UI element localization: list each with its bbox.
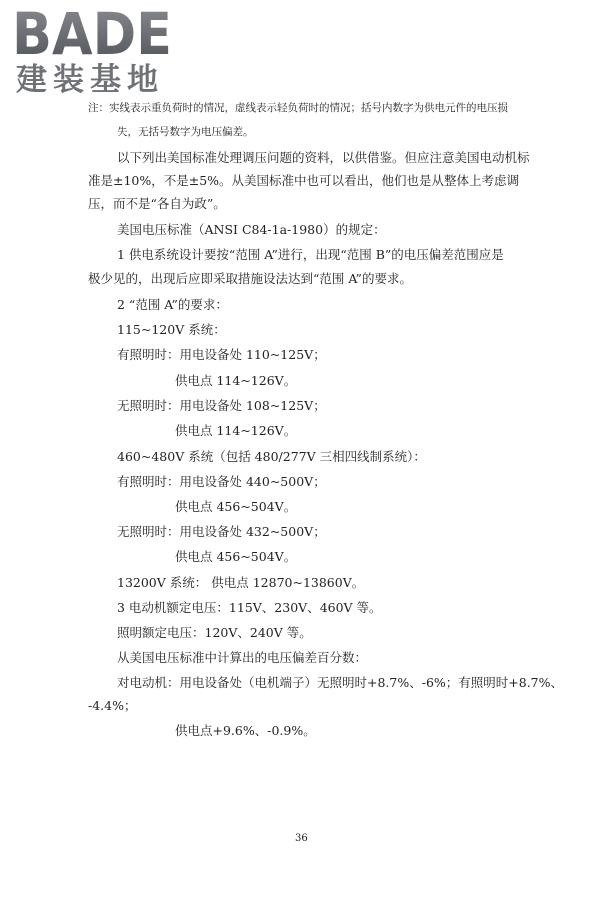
intro-line-1: 以下列出美国标准处理调压问题的资料，以供借鉴。但应注意美国电动机标 [117,150,530,165]
item1-line-2: 极少见的，出现后应即采取措施设法达到“范围 A”的要求。 [88,271,412,286]
sys115-lit-supply: 供电点 114~126V。 [175,373,297,388]
deviation-title: 从美国电压标准中计算出的电压偏差百分数： [117,650,368,665]
figure-note-line-1: 注：实线表示重负荷时的情况，虚线表示轻负荷时的情况；括号内数字为供电元件的电压损 [88,102,508,114]
brand-logo [12,0,177,98]
motor-line-3: 供电点+9.6%、-0.9%。 [175,723,316,738]
sys115-unlit-equipment: 无照明时：用电设备处 108~125V； [117,398,326,413]
motor-line-1: 对电动机：用电设备处（电机端子）无照明时+8.7%、-6%；有照明时+8.7%、 [117,675,564,690]
figure-note-line-2: 失，无括号数字为电压偏差。 [117,126,254,138]
intro-line-3: 压，而不是“各自为政”。 [88,196,226,211]
sys115-unlit-supply: 供电点 114~126V。 [175,423,297,438]
sys460-lit-equipment: 有照明时：用电设备处 440~500V； [117,474,326,489]
intro-line-2: 准是±10%，不是±5%。从美国标准中也可以看出，他们也是从整体上考虑调 [88,173,520,188]
sys115-title: 115~120V 系统： [117,322,226,337]
lighting-rated-line: 照明额定电压：120V、240V 等。 [117,625,312,640]
logo-word-text: BADE [12,0,172,68]
sys460-title: 460~480V 系统（包括 480/277V 三相四线制系统）： [117,449,426,464]
item3-line: 3 电动机额定电压：115V、230V、460V 等。 [117,600,382,615]
logo-subtitle: 建装基地 [16,62,164,98]
standard-title: 美国电压标准（ANSI C84-1a-1980）的规定： [117,222,386,237]
item1-line-1: 1 供电系统设计要按“范围 A”进行，出现“范围 B”的电压偏差范围应是 [117,247,504,262]
motor-line-2: -4.4%； [88,698,137,713]
sys460-lit-supply: 供电点 456~504V。 [175,499,297,514]
sys13200-line: 13200V 系统： 供电点 12870~13860V。 [117,575,365,590]
logo-wordmark [12,0,172,68]
sys115-lit-equipment: 有照明时：用电设备处 110~125V； [117,347,326,362]
page-number: 36 [295,833,308,844]
item2-title: 2 “范围 A”的要求： [117,297,228,312]
sys460-unlit-equipment: 无照明时：用电设备处 432~500V； [117,524,326,539]
sys460-unlit-supply: 供电点 456~504V。 [175,549,297,564]
